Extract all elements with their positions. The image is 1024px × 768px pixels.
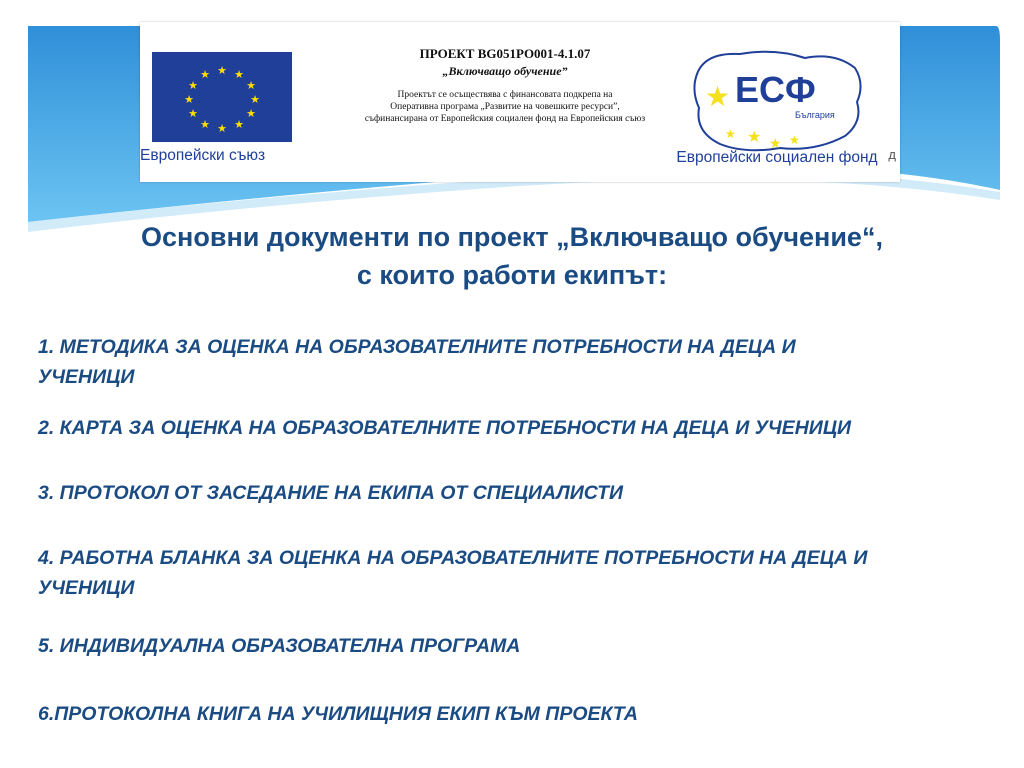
svg-text:★: ★: [725, 127, 736, 141]
document-item-3: [38, 478, 978, 508]
svg-text:★: ★: [250, 94, 260, 106]
document-item-6: [38, 699, 978, 729]
svg-text:★: ★: [234, 69, 244, 81]
project-name: „Включващо обучение”: [442, 64, 568, 78]
svg-text:★: ★: [184, 94, 194, 106]
document-item-5: [38, 631, 978, 661]
slide-title: [20, 218, 1004, 294]
svg-text:★: ★: [747, 129, 762, 146]
svg-text:★: ★: [246, 80, 256, 92]
esf-logo-subtext: България: [795, 110, 835, 120]
slide-title-line-1: Основни документи по проект „Включващо обучение“,: [141, 222, 883, 252]
esf-label: Европейски социален фонд: [676, 149, 878, 166]
svg-text:★: ★: [188, 108, 198, 120]
document-item-6-line-1: 6.ПРОТОКОЛНА КНИГА НА УЧИЛИЩНИЯ ЕКИП КЪМ ПРОЕКТА: [38, 703, 638, 725]
document-item-5-line-1: 5. ИНДИВИДУАЛНА ОБРАЗОВАТЕЛНА ПРОГРАМА: [38, 635, 521, 657]
document-item-4-line-2: УЧЕНИЦИ: [38, 577, 135, 599]
svg-text:★: ★: [789, 133, 800, 147]
document-item-3-line-1: 3. ПРОТОКОЛ ОТ ЗАСЕДАНИЕ НА ЕКИПА ОТ СПЕЦИАЛИСТИ: [38, 482, 624, 504]
svg-text:★: ★: [217, 123, 227, 135]
document-item-4-line-1: 4. РАБОТНА БЛАНКА ЗА ОЦЕНКА НА ОБРАЗОВАТЕЛНИТЕ ПОТРЕБНОСТИ НА ДЕЦА И: [38, 547, 868, 569]
eu-label: Европейски съюз: [140, 147, 266, 164]
svg-text:★: ★: [246, 108, 256, 120]
project-banner: [140, 22, 900, 182]
svg-text:★: ★: [188, 80, 198, 92]
svg-text:★: ★: [769, 135, 782, 151]
project-info: [320, 46, 690, 125]
esf-label-tail: д: [888, 147, 896, 162]
document-item-4: [38, 543, 978, 603]
document-item-1-line-2: УЧЕНИЦИ: [38, 366, 135, 388]
document-item-2: [38, 413, 978, 443]
svg-text:★: ★: [234, 119, 244, 131]
slide-title-line-2: с които работи екипът:: [356, 260, 668, 290]
svg-text:★: ★: [217, 65, 227, 77]
project-code: ПРОЕКТ BG051PO001-4.1.07: [419, 46, 591, 61]
svg-text:★: ★: [200, 119, 210, 131]
document-item-1-line-1: 1. МЕТОДИКА ЗА ОЦЕНКА НА ОБРАЗОВАТЕЛНИТЕ ПОТРЕБНОСТИ НА ДЕЦА И: [38, 336, 796, 358]
funding-line-2: Оперативна програма „Развитие на човешките ресурси”,: [390, 102, 620, 112]
svg-text:★: ★: [705, 81, 731, 112]
document-item-2-line-1: 2. КАРТА ЗА ОЦЕНКА НА ОБРАЗОВАТЕЛНИТЕ ПОТРЕБНОСТИ НА ДЕЦА И УЧЕНИЦИ: [38, 417, 852, 439]
eu-flag: [152, 52, 292, 142]
document-item-1: [38, 332, 978, 392]
esf-logo-text: ЕСФ: [735, 69, 816, 110]
esf-bulgaria-map-logo: [685, 44, 870, 159]
svg-text:★: ★: [200, 69, 210, 81]
funding-line-1: Проектът се осъществява с финансовата подкрепа на: [397, 90, 613, 100]
funding-line-3: съфинансирана от Европейския социален фонд на Европейския съюз: [364, 114, 646, 124]
